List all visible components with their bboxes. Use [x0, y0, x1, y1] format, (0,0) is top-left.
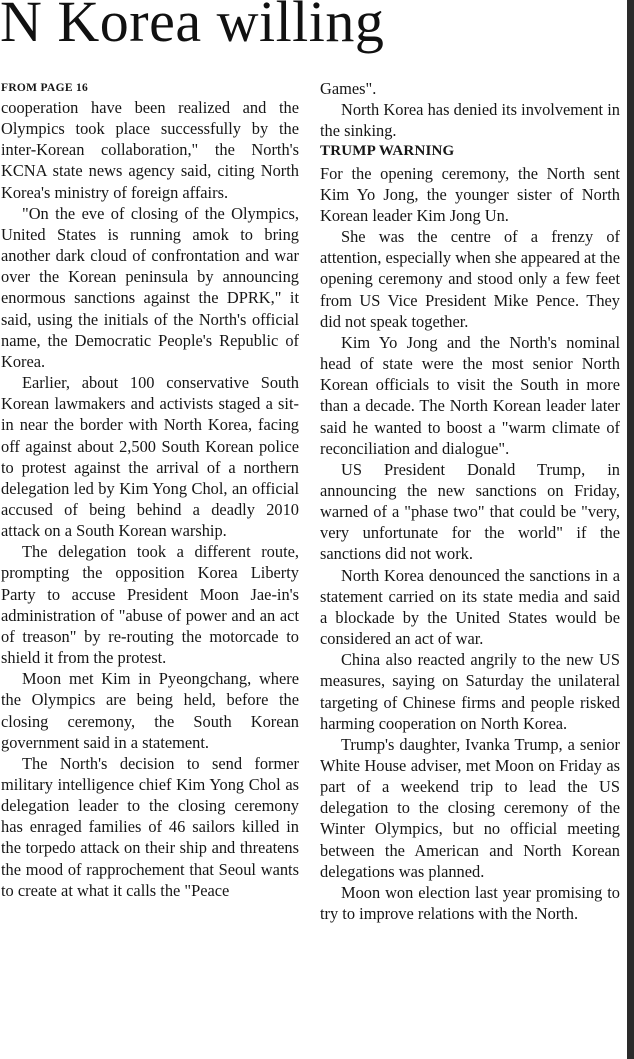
paragraph: The North's decision to send former military intelligence chief Kim Yong Chol as delegation leader to the closing ceremony has enraged families of 46 sailors killed in the torpedo attack on their ship and threatens the mood of rapprochement that Seoul wants to create at what it calls the "Peace — [1, 753, 299, 900]
paragraph: She was the centre of a frenzy of attention, especially when she appeared at the opening ceremony and stood only a few feet from US Vice President Mike Pence. They did not speak together. — [320, 227, 620, 331]
paragraph: cooperation have been realized and the Olympics took place successfully by the inter-Korean collaboration," the North's KCNA state news agency said, citing North Korea's ministry of foreign affairs. — [1, 98, 299, 202]
paragraph: For the opening ceremony, the North sent Kim Yo Jong, the younger sister of North Korean leader Kim Jong Un. — [320, 163, 620, 225]
article-column-right — [320, 78, 620, 1055]
paragraph: North Korea denounced the sanctions in a statement carried on its state media and said a blockade by the United States would be considered an act of war. — [320, 565, 620, 649]
paragraph: Games". — [320, 79, 377, 98]
article-column-left — [1, 80, 299, 1055]
paragraph: North Korea has denied its involvement in the sinking. — [320, 100, 620, 141]
paragraph: Kim Yo Jong and the North's nominal head of state were the most senior North Korean officials to visit the South in more than a decade. The North Korean leader later said he wanted to boost a "warm climate of reconciliation and dialogue". — [320, 332, 620, 458]
paragraph: Earlier, about 100 conservative South Korean lawmakers and activists staged a sit-in near the border with North Korea, facing off against about 2,500 South Korean police to protest against the arrival of a northern delegation led by Kim Yong Chol, an official accused of being behind a deadly 2010 attack on a South Korean warship. — [1, 373, 299, 541]
continuation-label: FROM PAGE 16 — [1, 82, 89, 94]
paragraph: The delegation took a different route, prompting the opposition Korea Liberty Party to accuse President Moon Jae-in's administration of "abuse of power and an act of treason" by re-routing the motorcade to shield it from the protest. — [1, 542, 299, 668]
section-subhead: TRUMP WARNING — [320, 143, 455, 160]
headline: N Korea willing — [0, 0, 385, 54]
paragraph: Moon met Kim in Pyeongchang, where the Olympics are being held, before the closing ceremony, the South Korean government said in a statement. — [1, 669, 299, 752]
paragraph: US President Donald Trump, in announcing the new sanctions on Friday, warned of a "phase two" that could be "very, very unfortunate for the world" if the sanctions did not work. — [320, 459, 620, 564]
paragraph: China also reacted angrily to the new US measures, saying on Saturday the unilateral targeting of Chinese firms and people risked harming cooperation on North Korea. — [320, 650, 620, 733]
page-edge-rule — [627, 0, 634, 1059]
paragraph: Moon won election last year promising to try to improve relations with the North. — [320, 882, 620, 924]
paragraph: Trump's daughter, Ivanka Trump, a senior White House adviser, met Moon on Friday as part of a weekend trip to lead the US delegation to the closing ceremony of the Winter Olympics, but no official meeting between the American and North Korean delegations was planned. — [320, 734, 620, 881]
paragraph: "On the eve of closing of the Olympics, United States is running amok to bring another dark cloud of confrontation and war over the Korean peninsula by announcing enormous sanctions against the DPRK," it said, using the initials of the North's official name, the Democratic People's Republic of Korea. — [1, 203, 299, 371]
